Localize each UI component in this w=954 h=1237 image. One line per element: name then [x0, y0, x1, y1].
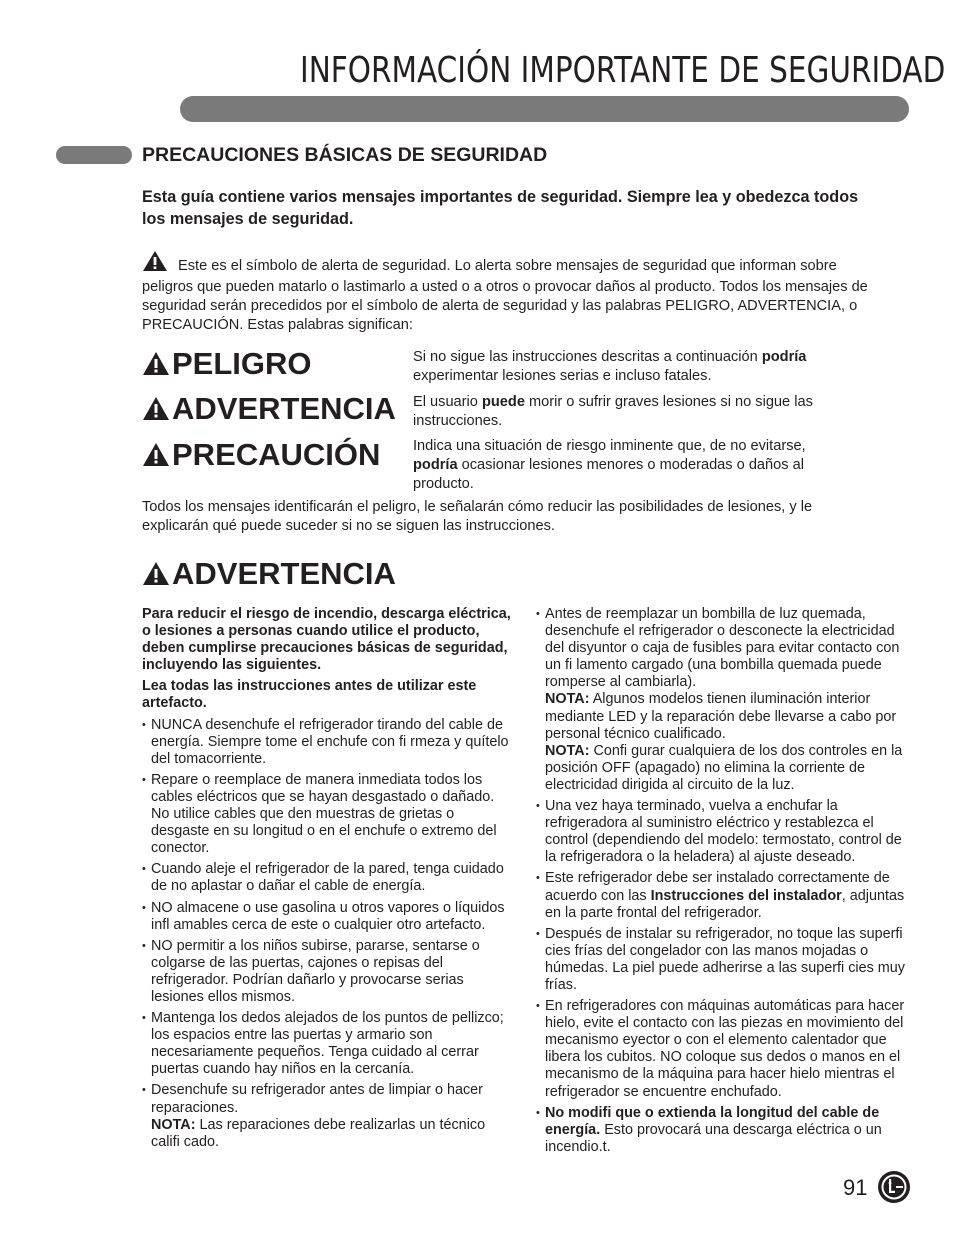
left-bullet-list: [142, 717, 514, 1151]
warning-triangle-icon: [142, 561, 170, 587]
signal-advertencia: [142, 391, 396, 427]
note-text: Algunos modelos tienen iluminación interior mediante LED y la reparación debe llevarse a cabo por personal técnico cualificado.: [545, 691, 897, 742]
right-column: [536, 606, 906, 1160]
lead-paragraph: Para reducir el riesgo de incendio, descarga eléctrica, o lesiones a personas cuando utilice el producto, deben cumplirse precauciones básicas de seguridad, incluyendo las siguientes.: [142, 606, 511, 674]
lg-logo-icon: [877, 1170, 911, 1204]
precaucion-description: [413, 437, 843, 494]
list-item: • Cuando aleje el refrigerador de la pared, tenga cuidado de no aplastar o dañar el cable de energía.: [142, 861, 514, 895]
alert-paragraph: [142, 250, 877, 335]
all-messages-text: Todos los mensajes identificarán el peligro, le señalarán cómo reducir las posibilidades de lesiones, y le explicarán qué puede suceder si no se siguen las instrucciones.: [142, 499, 813, 534]
list-item: • NO permitir a los niños subirse, pararse, sentarse o colgarse de las puertas, cajones o repisas del refrigerador. Podrían dañarlo y provocarse serias lesiones ellos mismos.: [142, 938, 514, 1006]
right-bullet-list: [536, 606, 906, 1156]
desc-text: experimentar lesiones serias e incluso fatales.: [413, 368, 712, 384]
safety-alert-icon: [142, 250, 168, 278]
note: [545, 691, 906, 742]
peligro-description: [413, 348, 843, 386]
section-title: PRECAUCIONES BÁSICAS DE SEGURIDAD: [142, 144, 548, 166]
note-label: NOTA:: [151, 1116, 196, 1133]
warning-heading-label: ADVERTENCIA: [172, 556, 396, 591]
bullet-bold: No modifi que o extienda la longitud del cable de energía.: [545, 1104, 880, 1138]
section-pill: [56, 146, 132, 164]
title-bar: [180, 96, 909, 122]
signal-word-label: PRECAUCIÓN: [172, 437, 381, 472]
list-item: • NO almacene o use gasolina u otros vapores o líquidos infl amables cerca de este o cualquier otro artefacto.: [142, 900, 514, 934]
bullet-text: , adjuntas en la parte frontal del refrigerador.: [545, 887, 905, 921]
signal-precaucion: [142, 437, 380, 473]
page-number: 91: [843, 1175, 868, 1200]
list-item: [536, 1105, 906, 1156]
warning-triangle-icon: [142, 396, 170, 422]
bullet-text: Antes de reemplazar un bombilla de luz quemada, desenchufe el refrigerador o desconecte la electricidad del disyuntor o caja de fusibles para evitar contacto con un fi lamento cargado (una bombilla quemada puede romperse al cambiarla).: [545, 606, 900, 691]
signal-peligro: [142, 346, 312, 382]
page-title: INFORMACIÓN IMPORTANTE DE SEGURIDAD: [300, 50, 946, 91]
signal-word-label: PELIGRO: [172, 346, 312, 381]
desc-bold: puede: [481, 394, 525, 410]
advertencia-description: [413, 393, 828, 431]
lead-paragraph: Lea todas las instrucciones antes de utilizar este artefacto.: [142, 678, 477, 712]
note-text: Las reparaciones debe realizarlas un técnico califi cado.: [151, 1116, 486, 1150]
bullet-bold: Instrucciones del instalador: [650, 887, 842, 904]
list-item: • Después de instalar su refrigerador, no toque las superfi cies frías del congelador con las manos mojadas o húmedas. La piel puede adherirse a las superfi cies muy frías.: [536, 926, 906, 994]
warning-triangle-icon: [142, 351, 170, 377]
list-item: • NUNCA desenchufe el refrigerador tirando del cable de energía. Siempre tome el enchufe con fi rmeza y quítelo del tomacorriente.: [142, 717, 514, 768]
desc-text: Indica una situación de riesgo inminente que, de no evitarse,: [413, 438, 806, 454]
list-item: [142, 1082, 514, 1150]
note-text: Confi gurar cualquiera de los dos controles en la posición OFF (apagado) no elimina la corriente de electricidad dirigida al circuito de la luz.: [545, 742, 903, 793]
desc-text: Si no sigue las instrucciones descritas a continuación: [413, 349, 762, 365]
signal-word-label: ADVERTENCIA: [172, 391, 396, 426]
warning-triangle-icon: [142, 442, 170, 468]
alert-paragraph-text: Este es el símbolo de alerta de seguridad. Lo alerta sobre mensajes de seguridad que informan sobre peligros que pueden matarlo o lastimarlo a usted o a otros o provocar daños al producto. Todos los mensajes de seguridad serán precedidos por el símbolo de alerta de seguridad y las palabras PELIGRO, ADVERTENCIA, o PRECAUCIÓN. Estas palabras significan:: [142, 258, 868, 333]
desc-text: ocasionar lesiones menores o moderadas o daños al producto.: [413, 457, 804, 492]
list-item: • Una vez haya terminado, vuelva a enchufar la refrigeradora al suministro eléctrico y restablezca el control (dependiendo del modelo: termostato, control de la refrigeradora o la heladera) al ajuste deseado.: [536, 798, 906, 866]
desc-text: morir o sufrir graves lesiones si no sigue las instrucciones.: [413, 394, 813, 429]
list-item: [536, 870, 906, 921]
bullet-text: Desenchufe su refrigerador antes de limpiar o hacer reparaciones.: [151, 1082, 483, 1116]
desc-bold: podría: [413, 457, 458, 473]
warning-heading: [142, 556, 396, 592]
bullet-text: Este refrigerador debe ser instalado correctamente de acuerdo con las: [545, 870, 890, 904]
desc-bold: podría: [761, 349, 807, 365]
left-column: [142, 606, 514, 1155]
list-item: [536, 606, 906, 794]
note-label: NOTA:: [545, 742, 590, 759]
note: [545, 743, 906, 794]
list-item: • En refrigeradores con máquinas automáticas para hacer hielo, evite el contacto con las piezas en movimiento del mecanismo eyector o con el elemento calentador que libera los cubitos. NO coloque sus dedos o manos en el mecanismo de la máquina para hacer hielo mientras el refrigerador se encuentre enchufado.: [536, 998, 906, 1101]
note-label: NOTA:: [545, 691, 590, 708]
bullet-text: Esto provocará una descarga eléctrica o un incendio.t.: [545, 1121, 882, 1155]
list-item: • Mantenga los dedos alejados de los puntos de pellizco; los espacios entre las puertas y armario son necesariamente pequeños. Tenga cuidado al cerrar puertas cuando hay niños en la cercanía.: [142, 1010, 514, 1078]
note: [151, 1117, 514, 1151]
desc-text: El usuario: [413, 394, 482, 410]
intro-text: Esta guía contiene varios mensajes importantes de seguridad. Siempre lea y obedezca todos los mensajes de seguridad.: [142, 188, 859, 228]
list-item: • Repare o reemplace de manera inmediata todos los cables eléctricos que se hayan desgastado o dañado. No utilice cables que den muestras de grietas o desgaste en su longitud o en el enchufe o extremo del conector.: [142, 772, 514, 857]
